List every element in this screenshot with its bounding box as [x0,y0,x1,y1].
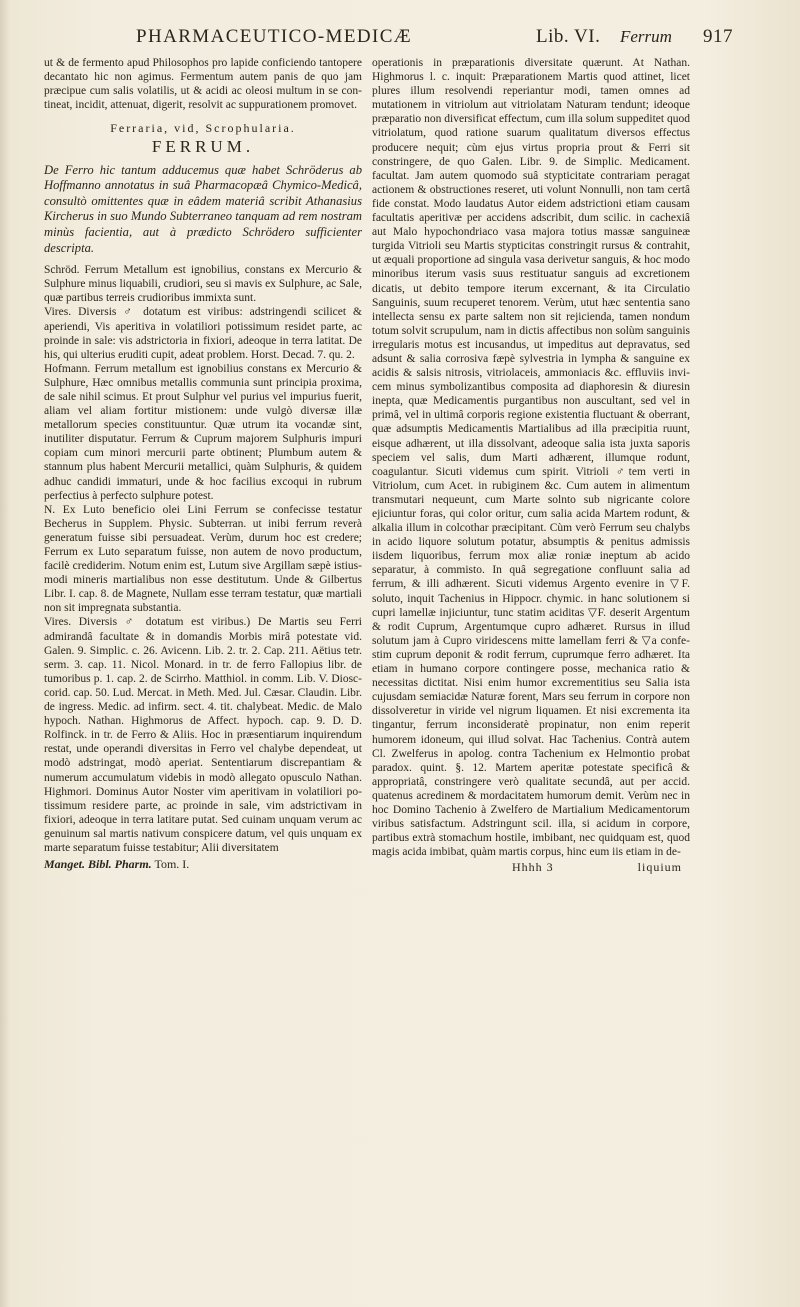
header-title: PHARMACEUTICO-MEDICÆ [136,26,413,47]
signature-author: Manget. Bibl. Pharm. [44,857,152,872]
entry-ferraria: Ferraria, vid, Scrophularia. [110,121,296,136]
header-book: Lib. VI. [536,26,601,47]
signature-line [44,857,362,871]
paragraph: Vires. Diversis ♂ dotatum est viribus.) De Martis seu Ferri admirandâ facultate & in domandis Morbis mirâ potestate vid. Galen. 9. Simplic. c. 26. Avicenn. Lib. 2. tr. 2. Cap. 211. Aëtius tetr. serm. 3. cap. 11. Nicol. Monard. in tr. de ferro Fallopius libr. de tumoribus p. 1. cap. 2. de Scirrho. Matthiol. in comm. Lib. V. Diosccorid. cap. 50. Lud. Mercat. in Meth. Med. Jul. Cæsar. Claudin. Libr. de ingress. Medic. ad infirm. sect. 4. tit. chalybeat. Medic. de Malo hypoch. Nathan. Highmorus de Affect. hypoch. cap. 9. D. D. Rolfinck. in tr. de Ferro & Aliis. Hoc in præsentiarum inquirendum restat, unde operandi diversitas in Ferro vel chalybe dependeat, ut modò adstringat, modò aperiat. Sententiarum discrepantiam & numerum accumulatum videbis in modò allegato opusculo Nathan. Highmori. Dominus Autor Noster vim aperitivam in volatiliori potissimum residere parte, ac proinde in sale, vim adstrictivam in fixiori, adeoque in terra latitare putat. Sed cuinam unquam verum ac genuinum sal martis nativum conspicere datum, vel quis unquam ex marte separatum fuisse testabitur; Alii diversitatem [44,616,362,854]
paragraph: Schröd. Ferrum Metallum est ignobilius, constans ex Mercurio & Sulphure minus liquabili, crudiori, seu si mavis ex Sulphure, ac Sale, quæ partibus terreis crudioribus immixta sunt. [44,264,362,305]
section-title: FERRUM. [151,137,255,157]
running-header [58,26,774,54]
signature-line-right [372,860,690,874]
signature-tome: Tom. I. [154,857,190,872]
section-intro: De Ferro hic tantum adducemus quæ habet Schröderus ab Hoffmanno annotatus in suâ Pharmacopæâ Chymico-Medicâ, consultò omittentes quæ in eâdem materiâ scribit Athanasius Kircherus in suo Mundo Subterraneo tanquam ad rem nostram minùs facientia, aut à prædicto Schrödero sufficienter descripta. [44,162,362,255]
catchword: liquium [637,860,682,875]
paragraph: ut & de fermento apud Philosophos pro lapide conficiendo tantopere decantato hic non agimus. Fermentum autem panis de quo jam præcipue cum salis volatilis, ut & acidi ac oleosi multum in se contineat, incidit, attenuat, digerit, resolvit ac suppurationem promovet. [44,57,362,112]
paragraph: N. Ex Luto beneficio olei Lini Ferrum se confecisse testatur Becherus in Supplem. Physic. Subterran. ut inibi ferrum reverà generatum fuisse sibi persuadeat. Verùm, durum hoc est credere; Ferrum ex Luto separatum fuisse, non autem de novo productum, facilè crediderim. Notum enim est, Lutum sive Argillam sæpè istiusmodi mineris martialibus non esse destitutum. Unde & Gilbertus Libr. I. cap. 8. de Magnete, Nullam esse terram testatur, quæ martiali non sit impregnata substantia. [44,503,362,615]
left-column [44,56,362,871]
paragraph: Vires. Diversis ♂ dotatum est viribus: adstringendi scilicet & aperiendi, Vis aperitiva in volatiliori potissimum residet parte, ac proinde in sale: vis adstrictoria in fixiori, adeoque in terra latitat. De his, qui ulterius eruditi cupit, adeat problem. Horst. Decad. 7. qu. 2. [44,306,362,361]
header-running-head: Ferrum [620,27,672,46]
page-number: 917 [703,26,733,47]
right-column [372,56,690,874]
paragraph: operationis in præparationis diversitate quærunt. At Nathan. Highmorus l. c. inquit: Præparationem Martis quod attinet, licet plures illum resolvendi reperiantur modi, tamen omnes ad mutationem in vitriolum aut vitriolatam Naturam tendunt; ideoque præparatio non diversificat effectum, cum illa solum suppeditet quod vitriolatum, quod ratione suarum qualitatum diversos effectus producere nequit; cùm ejus virtus propria prout & Ferri sit constringere, de quo Galen. Libr. 9. de Simplic. Medicament. facultat. Jam autem quomodo suâ stypticitate contrariam peragat actionem & obstructiones reseret, uti volunt Nonnulli, non tam certâ fide constat. Modo laudatus Autor eidem adstrictioni etiam causam facultatis aperitivæ per accidens adscribit, dum scilic. in cachexiâ aut Malo hypochondriaco vasa majora totius massæ sanguineæ turgida Vitrioli seu Martis stypticitas constringit rursus & contrahit, ut æquali proportione ad singula vasa derivetur sanguis, & hoc modo minoribus iterum vasis suus restituatur sanguis ad excretionem dicatis, ut debito tempore iterum excernant, & ita Circulatio Sanguinis, suum recuperet tenorem. Verùm, utut hæc sententia sano intellecta sensu ex parte saltem non sit rejicienda, tamen nondum totum solvit scrupulum, nam in dictis affectibus non solùm sanguinis irregularis motus est incusandus, ut impeditus aut depravatus, sed adsunt & salia corrosiva fæpè sylvestria in lympha & sanguine ex acidis & salsis nitrosis, vitriolaceis, ammoniacis &c. effluviis invicem minus symbolizantibus composita ad diaphoresin & diuresin inepta, quæ Medicamentis purgantibus non auscultant, sed vel in primâ, vel in ultimâ corporis regione existentia fluctuant & oberrant, quæ adsumptis Medicamentis Martialibus ad illa præcipitia ruunt, eisque adhærent, ut illa dissolvant, adeoque salia ista juxta saporis speciem vel salis, dum Marti adhærent, illumque rodunt, coagulantur. Sicuti videmus cum spirit. Vitrioli ♂tem verti in Vitriolum, cum Acet. in rubiginem &c. Cum autem in alimentum transmutari nequeunt, cum Marte solnto sub nigricante colore ejiciuntur foras, qui color oritur, cum salia acida Martem rodunt, & alkalia illum in colcothar præcipitant. Cùm verò Ferrum seu chalybs in acido liquore solutum potatur, absumptis & penitus admissis iisdem liquoribus, ferrum mox aliæ roniæ ineptum ab acido separatur, à commisto. In quâ segregatione confluunt salia ad ferrum, & illi adhærent. Sicuti videmus Argento evenire in ▽F. soluto, inquit Tachenius in Hippocr. chymic. in hanc solutionem si cupri lamellæ injiciuntur, tunc statim aciditas ▽F. deserit Argentum & rodit Cuprum, Argentumque cupro adhæret. Rursus in illud solutum jam à Cupro viridescens mitte lamellam ferri & ▽a confestim cuprum deponit & rodit ferrum, cuprumque ferro adhæret. Ita etiam in humano corpore contingere posse, mechanica ratio & necessitas dictitat. Nisi enim humor excrementitius seu Salia ista cujusdam semiacidæ Naturæ forent, Mars seu ferrum in corpore non dissolveretur in viride vel nigrum liquamen. Et nisi excrementa ita tingantur, ferrum inconsideratè propinatur, non enim reperit humorem idoneum, qui illud solvat. Hac Tachenius. Contrà autem Cl. Zwelferus in apolog. contra Tachenium ex Helmontio probat paradox. quint. §. 12. Martem aperitæ potestate specificâ & appropriatâ, constringere verò qualitate secundâ, aut per accid. quatenus acredinem & mordacitatem humorum demit. Verùm nec in hoc Domino Tachenio à Zwelfero de Martialium Medicamentorum viribus satisfactum. Adstringunt scil. illa, si acidum in corpore, partibus extrà stomachum hostile, imbibant, nec quidquam est, quod magis acida imbibat, quàm martis corpus, hinc eum iis etiam in de- [372,57,690,859]
page-gutter-shadow [0,0,10,1307]
paragraph: Hofmann. Ferrum metallum est ignobilius constans ex Mercurio & Sulphure, Hæc omnibus metallis communia sunt principia proxima, de sale nihil scimus. Et prout Sulphur vel purius vel impurius fuerit, aliam vel aliam fortitur mistionem: unde vulgò diversæ illæ metallorum species constituuntur. Quæ utrum ita vocandæ sint, inutiliter disputatur. Ferrum & Cuprum majorem Sulphuris impuri copiam cum minori mercurii parte obtinent; Plumbum autem & stannum plus habent Mercurii metallici, quàm Sulphuris, & quidem adhuc candidi immaturi, unde & hoc facilius excoqui in rubrum perfectius à perfecto sulphure potest. [44,362,362,502]
signature-mark: Hhhh 3 [511,860,554,875]
